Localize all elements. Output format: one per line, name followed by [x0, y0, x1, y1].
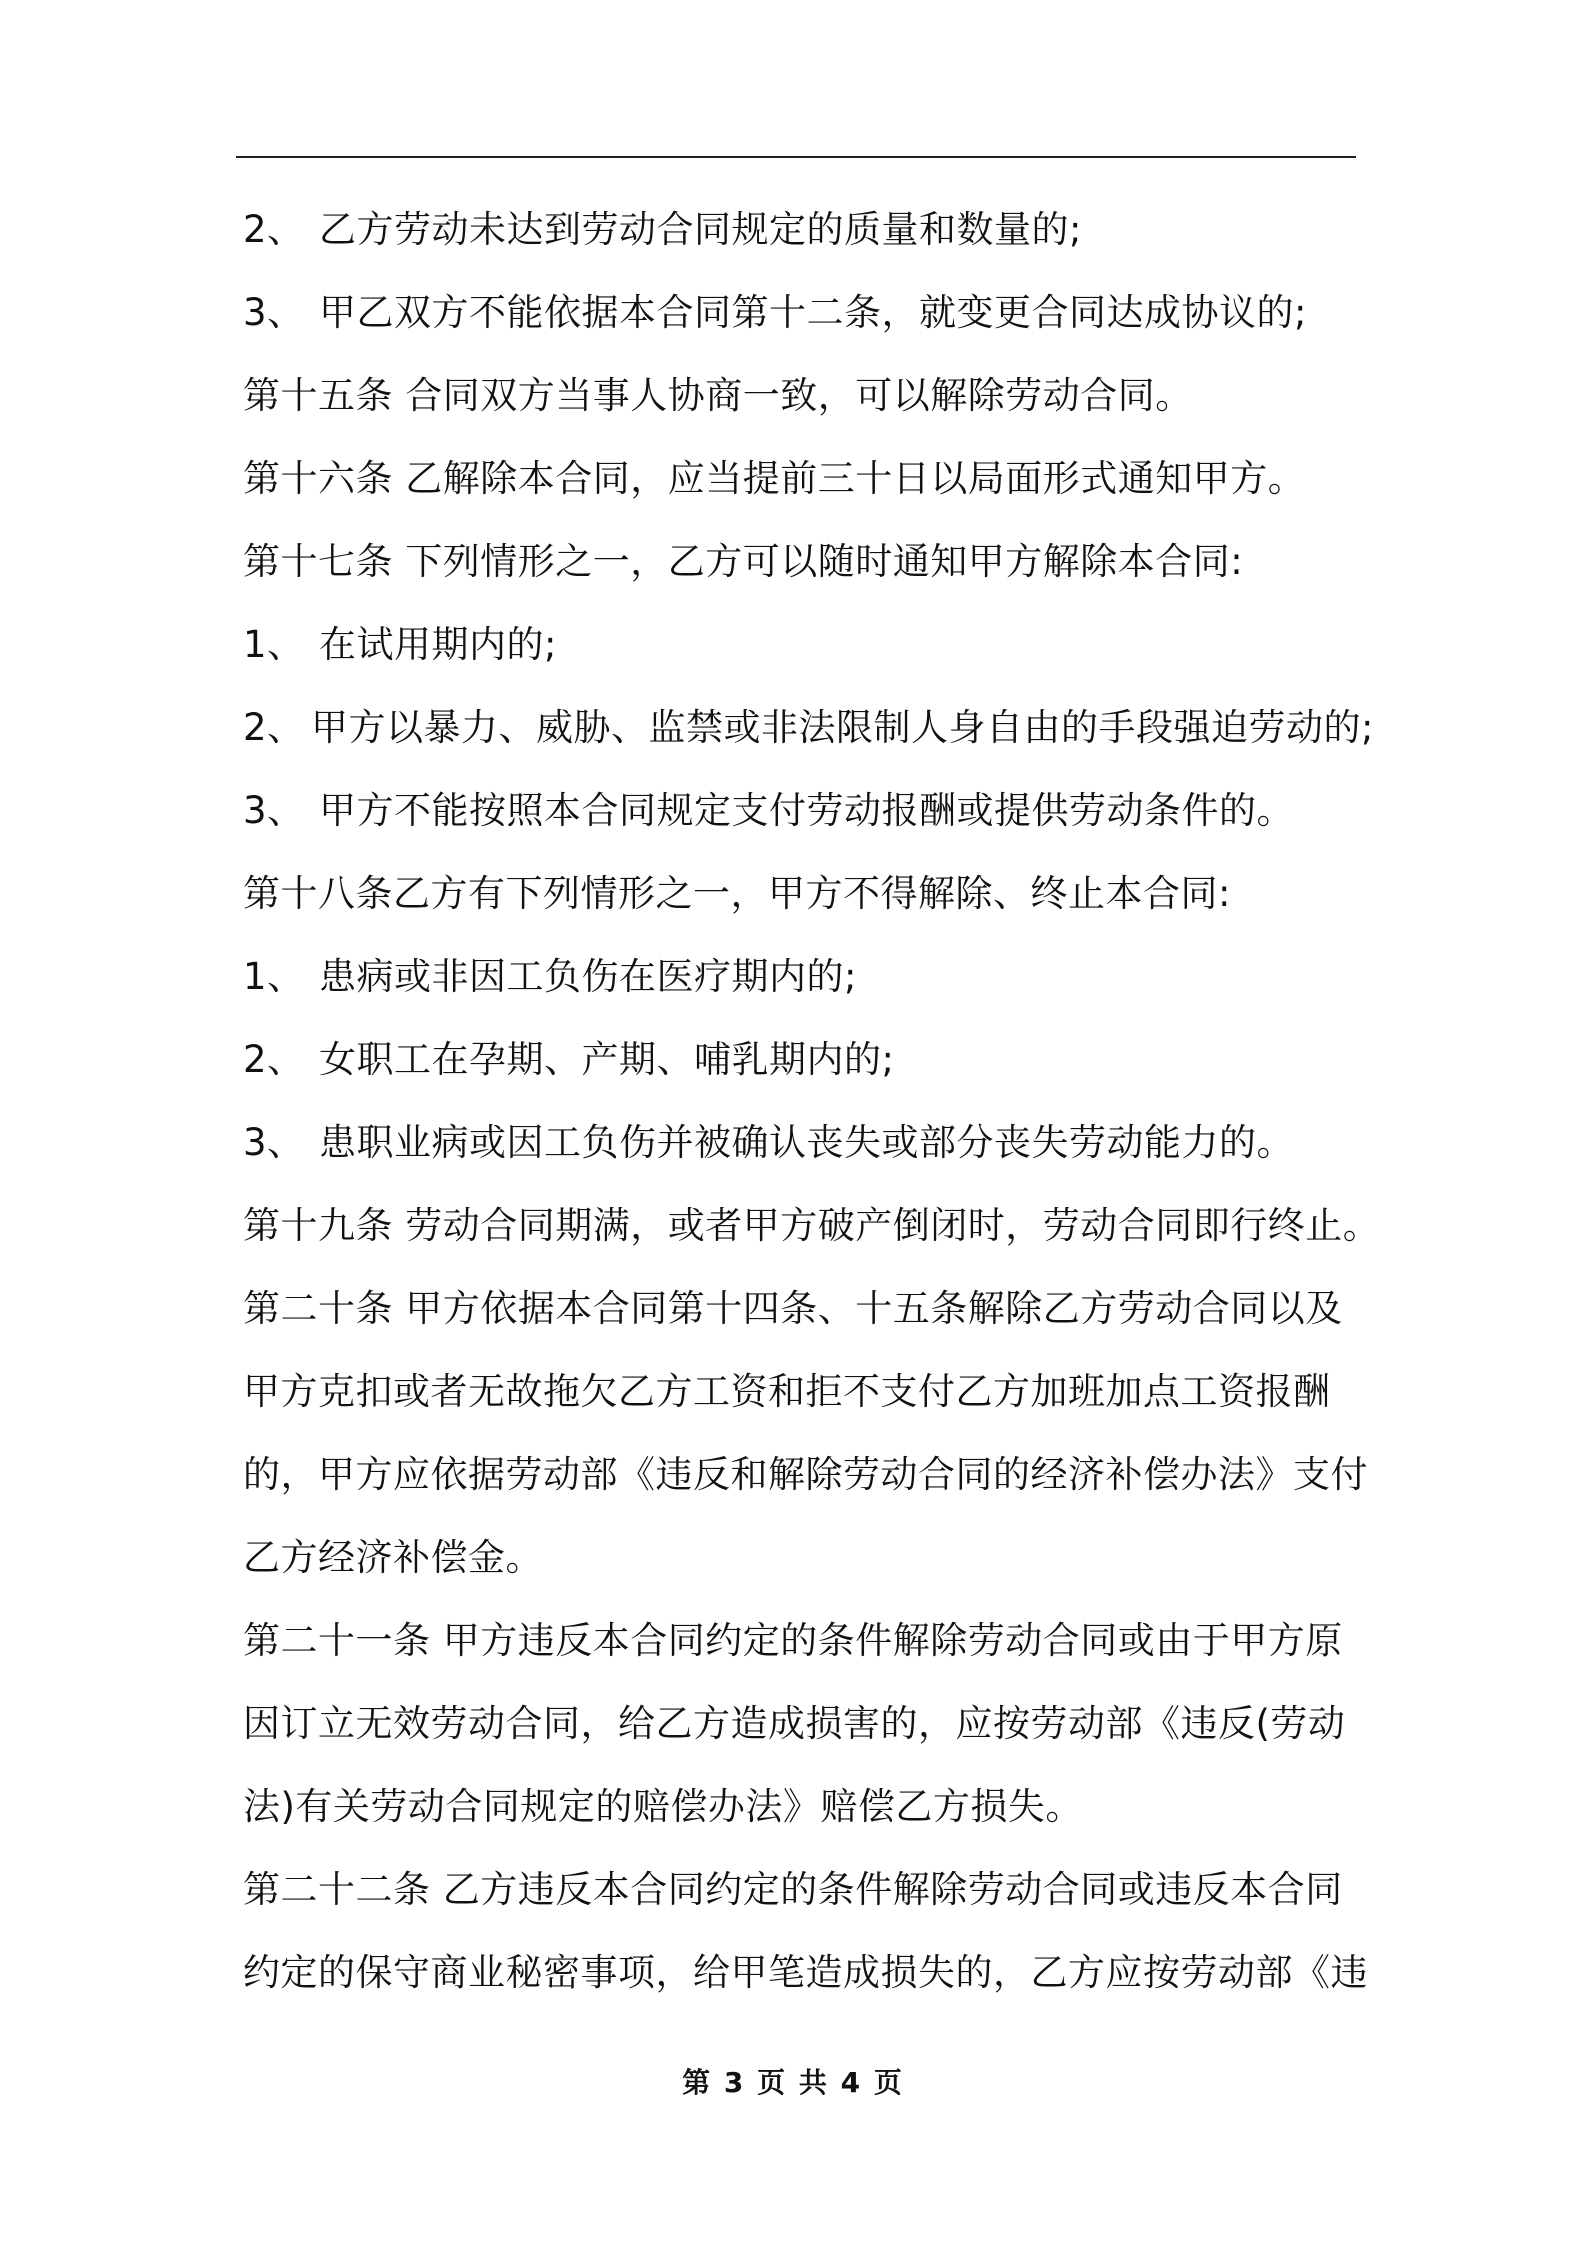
list-number: 3、 [243, 1121, 305, 1164]
list-text: 在试用期内的; [319, 623, 557, 666]
clause-line: 第十六条 乙解除本合同，应当提前三十日以局面形式通知甲方。 [243, 457, 1306, 500]
list-item [243, 1120, 1373, 1166]
clause-line: 的，甲方应依据劳动部《违反和解除劳动合同的经济补偿办法》支付 [243, 1453, 1368, 1496]
clause-line: 第二十一条 甲方违反本合同约定的条件解除劳动合同或由于甲方原 [243, 1619, 1343, 1662]
clause-line: 第十九条 劳动合同期满，或者甲方破产倒闭时，劳动合同即行终止。 [243, 1204, 1381, 1247]
list-text: 女职工在孕期、产期、哺乳期内的; [319, 1038, 895, 1081]
list-item [243, 290, 1373, 336]
list-number: 2、 [243, 1038, 305, 1081]
list-item [243, 788, 1373, 834]
clause-line: 第二十二条 乙方违反本合同约定的条件解除劳动合同或违反本合同 [243, 1868, 1343, 1911]
list-text: 甲乙双方不能依据本合同第十二条，就变更合同达成协议的; [319, 291, 1307, 334]
clause-line: 第十八条乙方有下列情形之一，甲方不得解除、终止本合同: [243, 872, 1231, 915]
list-text: 乙方劳动未达到劳动合同规定的质量和数量的; [319, 208, 1082, 251]
list-item [243, 622, 1373, 668]
list-number: 3、 [243, 291, 305, 334]
list-text: 患职业病或因工负伤并被确认丧失或部分丧失劳动能力的。 [319, 1121, 1294, 1164]
clause-line: 第二十条 甲方依据本合同第十四条、十五条解除乙方劳动合同以及 [243, 1287, 1343, 1330]
list-item [243, 207, 1373, 253]
clause-line: 乙方经济补偿金。 [243, 1536, 543, 1579]
list-text: 甲方以暴力、威胁、监禁或非法限制人身自由的手段强迫劳动的; [311, 706, 1374, 749]
header-rule [236, 156, 1356, 158]
list-item [243, 954, 1373, 1000]
list-number: 2、 [243, 706, 305, 749]
clause-line: 法)有关劳动合同规定的赔偿办法》赔偿乙方损失。 [243, 1785, 1083, 1828]
clause-line: 约定的保守商业秘密事项，给甲笔造成损失的，乙方应按劳动部《违 [243, 1951, 1368, 1994]
list-number: 3、 [243, 789, 305, 832]
list-item [243, 1037, 1373, 1083]
clause-line: 甲方克扣或者无故拖欠乙方工资和拒不支付乙方加班加点工资报酬 [243, 1370, 1331, 1413]
clause-line: 第十七条 下列情形之一，乙方可以随时通知甲方解除本合同: [243, 540, 1244, 583]
list-number: 1、 [243, 623, 305, 666]
list-number: 1、 [243, 955, 305, 998]
clause-line: 因订立无效劳动合同，给乙方造成损害的，应按劳动部《违反(劳动 [243, 1702, 1346, 1745]
clause-line: 第十五条 合同双方当事人协商一致，可以解除劳动合同。 [243, 374, 1193, 417]
list-text: 患病或非因工负伤在医疗期内的; [319, 955, 857, 998]
list-number: 2、 [243, 208, 305, 251]
list-item [243, 705, 1373, 751]
list-text: 甲方不能按照本合同规定支付劳动报酬或提供劳动条件的。 [319, 789, 1294, 832]
page-number-footer: 第 3 页 共 4 页 [682, 2066, 904, 2099]
